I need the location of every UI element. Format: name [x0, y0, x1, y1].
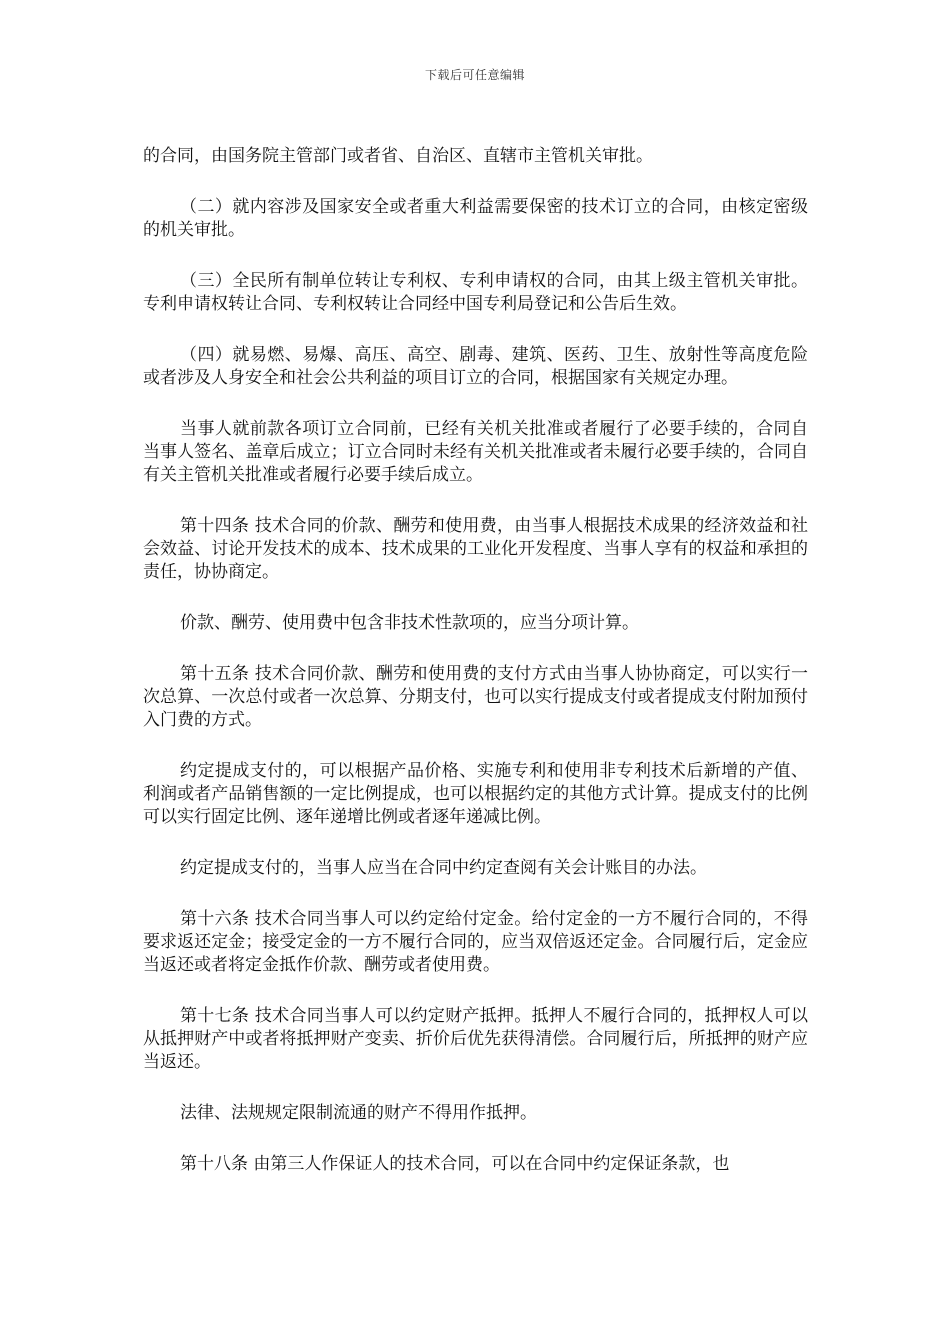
paragraph: 价款、酬劳、使用费中包含非技术性款项的，应当分项计算。 — [180, 613, 639, 633]
paragraph: （三）全民所有制单位转让专利权、专利申请权的合同，由其上级主管机关审批。专利申请权转让合同、专利权转让合同经中国专利局登记和公告后生效。 — [143, 271, 808, 314]
paragraph: 第十五条 技术合同价款、酬劳和使用费的支付方式由当事人协协商定，可以实行一次总算、一次总付或者一次总算、分期支付，也可以实行提成支付或者提成支付附加预付入门费的方式。 — [143, 664, 808, 730]
paragraph: （二）就内容涉及国家安全或者重大利益需要保密的技术订立的合同，由核定密级的机关审批。 — [143, 197, 808, 240]
paragraph: 法律、法规规定限制流通的财产不得用作抵押。 — [180, 1103, 537, 1123]
paragraph: 约定提成支付的，当事人应当在合同中约定查阅有关会计账目的办法。 — [180, 858, 707, 878]
paragraph: 约定提成支付的，可以根据产品价格、实施专利和使用非专利技术后新增的产值、利润或者产品销售额的一定比例提成，也可以根据约定的其他方式计算。提成支付的比例可以实行固定比例、逐年递增比例或者逐年递减比例。 — [143, 761, 808, 827]
paragraph: 当事人就前款各项订立合同前，已经有关机关批准或者履行了必要手续的，合同自当事人签名、盖章后成立；订立合同时未经有关机关批准或者未履行必要手续的，合同自有关主管机关批准或者履行必要手续后成立。 — [143, 419, 808, 485]
paragraph: 第十六条 技术合同当事人可以约定给付定金。给付定金的一方不履行合同的，不得要求返还定金；接受定金的一方不履行合同的，应当双倍返还定金。合同履行后，定金应当返还或者将定金抵作价款、酬劳或者使用费。 — [143, 909, 808, 975]
paragraph: 第十四条 技术合同的价款、酬劳和使用费，由当事人根据技术成果的经济效益和社会效益、讨论开发技术的成本、技术成果的工业化开发程度、当事人享有的权益和承担的责任，协协商定。 — [143, 516, 808, 582]
paragraph: 第十七条 技术合同当事人可以约定财产抵押。抵押人不履行合同的，抵押权人可以从抵押财产中或者将抵押财产变卖、折价后优先获得清偿。合同履行后，所抵押的财产应当返还。 — [143, 1006, 808, 1072]
document-body — [143, 145, 808, 1204]
paragraph: 第十八条 由第三人作保证人的技术合同，可以在合同中约定保证条款，也 — [180, 1154, 730, 1174]
page-header-note: 下载后可任意编辑 — [424, 68, 525, 82]
paragraph: 的合同，由国务院主管部门或者省、自治区、直辖市主管机关审批。 — [143, 146, 653, 166]
paragraph: （四）就易燃、易爆、高压、高空、剧毒、建筑、医药、卫生、放射性等高度危险或者涉及人身安全和社会公共利益的项目订立的合同，根据国家有关规定办理。 — [143, 345, 808, 388]
